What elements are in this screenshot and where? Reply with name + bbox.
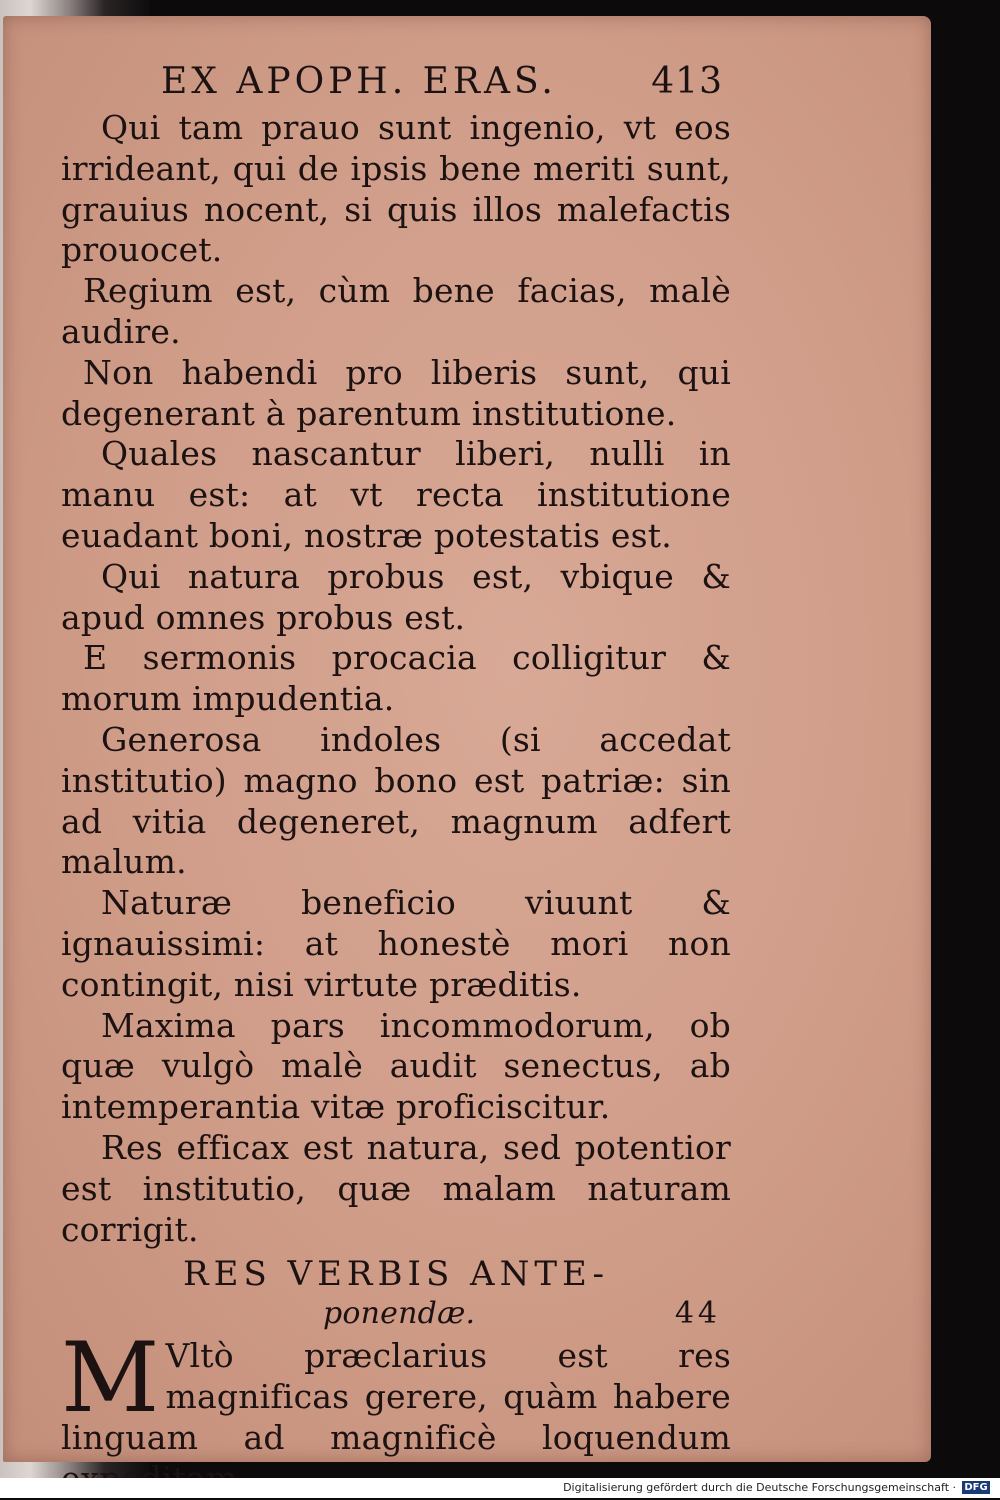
paragraph: Qui natura probus est, vbique & apud omnes probus est. bbox=[61, 556, 731, 637]
page-number: 413 bbox=[651, 61, 723, 102]
paragraph: Regium est, cùm bene facias, malè audire. bbox=[61, 271, 731, 351]
drop-cap: M bbox=[61, 1322, 160, 1435]
paragraph: Naturæ beneficio viuunt & ignauissimi: at honestè mori non contingit, nisi virtute præditis. bbox=[61, 883, 731, 1004]
section-heading: RES VERBIS ANTE- bbox=[183, 1254, 609, 1295]
paragraph: Res efficax est natura, sed potentior est institutio, quæ malam naturam corrigit. bbox=[61, 1127, 731, 1249]
paragraph: Maxima pars incommodorum, ob quæ vulgò malè audit senectus, ab intemperantia vitæ proficiscitur. bbox=[61, 1005, 731, 1127]
paragraph: Qui tam prauo sunt ingenio, vt eos irrideant, qui de ipsis bene meriti sunt, grauius nocent, si quis illos malefactis prouocet. bbox=[61, 108, 731, 270]
footer-credit: Digitalisierung gefördert durch die Deutsche Forschungsgemeinschaft · bbox=[563, 1481, 956, 1494]
book-page bbox=[3, 16, 931, 1462]
paragraph: Quales nascantur liberi, nulli in manu est: at vt recta institutione euadant boni, nostræ potestatis est. bbox=[61, 434, 731, 555]
section-heading-continuation: ponendæ. bbox=[323, 1296, 476, 1332]
paragraph: Generosa indoles (si accedat institutio) magno bono est patriæ: sin ad vitia degeneret, magnum adfert malum. bbox=[61, 719, 731, 882]
dfg-logo-icon: DFG bbox=[962, 1481, 990, 1494]
section-body-text: Vltò præclarius est res magnificas gerere, quàm habere linguam ad magnificè loquendum bbox=[61, 1336, 731, 1457]
paragraph: Non habendi pro liberis sunt, qui degenerant à parentum institutione. bbox=[61, 352, 731, 433]
running-head bbox=[61, 60, 731, 108]
section-subheading bbox=[61, 1294, 731, 1336]
paragraph: E sermonis procacia colligitur & morum impudentia. bbox=[61, 638, 731, 719]
section-number: 44 bbox=[674, 1296, 721, 1332]
page-text-block bbox=[61, 60, 731, 1500]
section-paragraph bbox=[61, 1322, 731, 1499]
footer-bar bbox=[0, 1478, 1000, 1498]
running-head-title: EX APOPH. ERAS. bbox=[161, 61, 557, 102]
